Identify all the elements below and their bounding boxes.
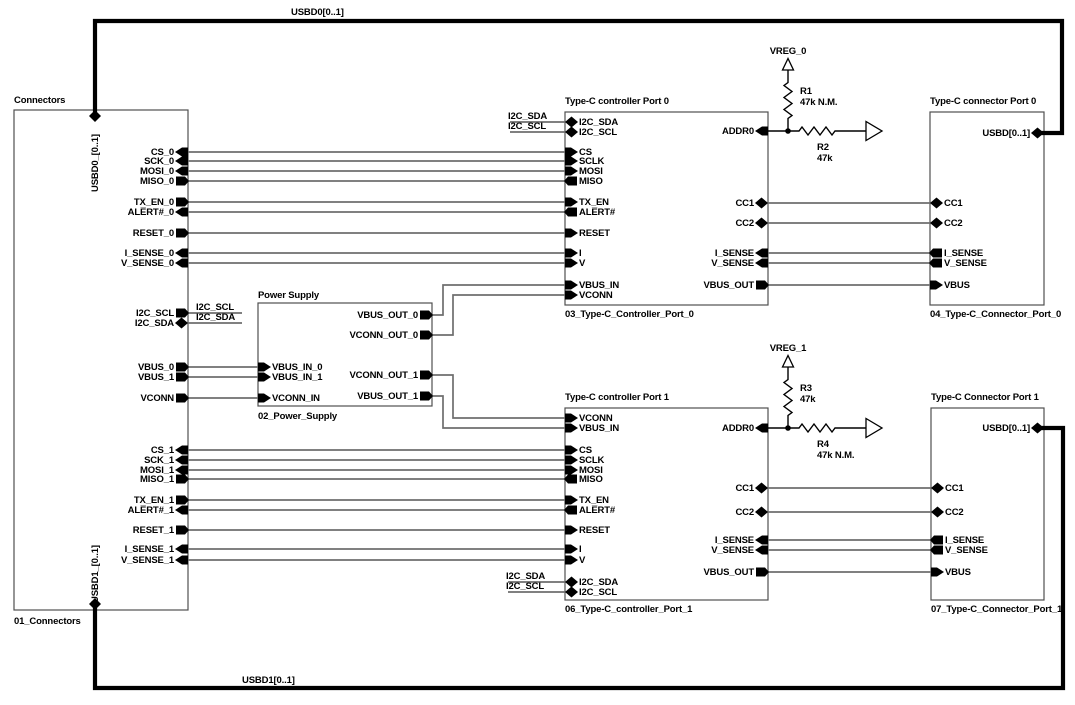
pin-connectors-vconn-label: VCONN xyxy=(140,392,174,404)
pin-connectors-cs-1-label: CS_1 xyxy=(150,444,174,456)
pin-connectors-tx-en-1-label: TX_EN_1 xyxy=(133,494,174,506)
pin-power-supply-vconn-out-0-label: VCONN_OUT_0 xyxy=(349,329,418,341)
net-label-i2c-scl: I2C_SCL xyxy=(508,121,547,132)
block-connector-1-title: Type-C Connector Port 1 xyxy=(931,392,1039,403)
resistor-r4-ref: R4 xyxy=(817,439,829,450)
pin-controller-0-v-sense-label: V_SENSE xyxy=(711,257,754,269)
net-label-i2c-sda: I2C_SDA xyxy=(508,111,548,122)
pin-controller-0-vbus-in-label: VBUS_IN xyxy=(579,279,620,291)
wire[interactable] xyxy=(432,396,565,428)
power-port-vreg-0-symbol[interactable] xyxy=(783,59,794,71)
block-connector-0-designator: 04_Type-C_Connector_Port_0 xyxy=(930,309,1062,320)
pin-power-supply-vconn-in-label: VCONN_IN xyxy=(272,392,320,404)
pin-controller-1-mosi-label: MOSI xyxy=(579,464,603,476)
pin-controller-0-vbus-out-label: VBUS_OUT xyxy=(703,279,754,291)
pin-controller-0-sclk-label: SCLK xyxy=(579,155,605,167)
pin-connectors-sck-1-label: SCK_1 xyxy=(144,454,174,466)
pin-power-supply-vconn-out-1-label: VCONN_OUT_1 xyxy=(349,369,418,381)
wire[interactable] xyxy=(432,285,565,315)
pin-controller-0-mosi-label: MOSI xyxy=(579,165,603,177)
pin-connectors-cs-0-label: CS_0 xyxy=(150,146,174,158)
pin-controller-0-i2c-sda-label: I2C_SDA xyxy=(579,116,619,128)
pin-connectors-sck-0-label: SCK_0 xyxy=(144,155,174,167)
pin-connectors-usbd1-0-1-label: USBD1_[0..1] xyxy=(89,545,101,603)
pin-connectors-v-sense-1-label: V_SENSE_1 xyxy=(120,554,174,566)
pin-connectors-i-sense-1-label: I_SENSE_1 xyxy=(124,543,174,555)
pin-controller-1-i-label: I xyxy=(579,543,582,555)
resistor-r4[interactable] xyxy=(768,424,866,432)
pin-controller-1-tx-en-label: TX_EN xyxy=(579,494,609,506)
bus-label-usbd0: USBD0[0..1] xyxy=(291,7,344,18)
pin-connector-0-usbd-0-1-label: USBD[0..1] xyxy=(982,127,1030,139)
pin-connector-0-cc1-label: CC1 xyxy=(944,197,963,209)
pin-connectors-ale-rt-0-label: ALE̅RT#_0 xyxy=(127,206,174,218)
pin-power-supply-vbus-out-1-label: VBUS_OUT_1 xyxy=(357,390,418,402)
pin-controller-0-cc1-label: CC1 xyxy=(735,197,754,209)
pin-power-supply-vbus-out-0-label: VBUS_OUT_0 xyxy=(357,309,418,321)
block-connectors-designator: 01_Connectors xyxy=(14,616,81,627)
pin-connectors-vbus-0-label: VBUS_0 xyxy=(137,361,174,373)
pin-connectors-miso-0-label: MISO_0 xyxy=(140,175,174,187)
pin-connectors-ale-rt-1-label: ALE̅RT#_1 xyxy=(127,504,174,516)
pin-connectors-mosi-1-label: MOSI_1 xyxy=(140,464,174,476)
net-label-i2c-sda: I2C_SDA xyxy=(196,312,236,323)
resistor-r2-ref: R2 xyxy=(817,142,829,153)
resistor-r3-ref: R3 xyxy=(800,383,812,394)
pin-controller-1-vbus-in-label: VBUS_IN xyxy=(579,422,620,434)
pin-connector-0-v-sense-label: V_SENSE xyxy=(944,257,987,269)
block-connector-0-outline[interactable] xyxy=(930,112,1044,305)
pin-connector-1-vbus-label: VBUS xyxy=(945,566,971,578)
pin-controller-1-vbus-out-label: VBUS_OUT xyxy=(703,566,754,578)
resistor-r3-value: 47k xyxy=(800,394,816,405)
pin-controller-0-i-sense-label: I_SENSE xyxy=(714,247,754,259)
pin-controller-1-cc1-label: CC1 xyxy=(735,482,754,494)
block-power-supply-designator: 02_Power_Supply xyxy=(258,411,338,422)
pin-connectors-i-sense-0-label: I_SENSE_0 xyxy=(124,247,174,259)
pin-connectors-i2c-sda-label: I2C_SDA xyxy=(134,317,174,329)
wire[interactable] xyxy=(432,375,565,418)
pin-controller-0-miso-label: MISO xyxy=(579,175,603,187)
resistor-r1-value: 47k N.M. xyxy=(800,97,838,108)
net-label-i2c-scl: I2C_SCL xyxy=(196,302,235,313)
pin-connectors-v-sense-0-label: V_SENSE_0 xyxy=(120,257,174,269)
resistor-r2[interactable] xyxy=(768,127,866,135)
pin-connector-1-i-sense-label: I_SENSE xyxy=(945,534,985,546)
junction xyxy=(785,128,791,134)
junction xyxy=(785,425,791,431)
pin-controller-0-v-label: V xyxy=(579,257,586,269)
pin-connector-0-i-sense-label: I_SENSE xyxy=(944,247,984,259)
pin-connectors-i2c-scl-label: I2C_SCL xyxy=(135,307,174,319)
block-connectors-title: Connectors xyxy=(14,95,66,106)
pin-connectors-usbd0-0-1-label: USBD0_[0..1] xyxy=(89,134,101,192)
net-label-i2c-sda: I2C_SDA xyxy=(506,571,546,582)
pin-controller-1-i-sense-label: I_SENSE xyxy=(714,534,754,546)
resistor-r1-ref: R1 xyxy=(800,86,812,97)
pin-controller-0-addr0-label: ADDR0 xyxy=(722,125,754,137)
pin-connectors-reset-0-label: RESET_0 xyxy=(132,227,174,239)
pin-connector-1-v-sense-label: V_SENSE xyxy=(945,544,988,556)
resistor-r1[interactable] xyxy=(784,70,792,131)
resistor-r4-value: 47k N.M. xyxy=(817,450,855,461)
pin-controller-0-vconn-label: VCONN xyxy=(579,289,613,301)
pin-connector-1-cc1-label: CC1 xyxy=(945,482,964,494)
net-label-i2c-scl: I2C_SCL xyxy=(506,581,545,592)
power-port-vreg-1-label: VREG_1 xyxy=(769,343,807,354)
pin-connectors-miso-1-label: MISO_1 xyxy=(140,473,174,485)
pin-connectors-vbus-1-label: VBUS_1 xyxy=(137,371,174,383)
block-controller-1-designator: 06_Type-C_controller_Port_1 xyxy=(565,604,693,615)
pin-controller-1-i2c-sda-label: I2C_SDA xyxy=(579,576,619,588)
pin-connector-1-cc2-label: CC2 xyxy=(945,506,964,518)
pin-connectors-mosi-0-label: MOSI_0 xyxy=(140,165,174,177)
pin-controller-1-addr0-label: ADDR0 xyxy=(722,422,754,434)
block-connector-1-designator: 07_Type-C_Connector_Port_1 xyxy=(931,604,1063,615)
block-controller-0-designator: 03_Type-C_Controller_Port_0 xyxy=(565,309,694,320)
pin-connector-1-usbd-0-1-label: USBD[0..1] xyxy=(982,422,1030,434)
pin-controller-0-cs-label: CS xyxy=(579,146,592,158)
offpage-arrow-1[interactable] xyxy=(866,419,882,438)
pin-connector-0-vbus-label: VBUS xyxy=(944,279,970,291)
pin-controller-1-v-label: V xyxy=(579,554,586,566)
pin-controller-0-i-label: I xyxy=(579,247,582,259)
pin-controller-1-i2c-scl-label: I2C_SCL xyxy=(579,586,618,598)
power-port-vreg-1-symbol[interactable] xyxy=(783,356,794,368)
pin-controller-1-reset-label: RESET xyxy=(579,524,610,536)
pin-controller-1-miso-label: MISO xyxy=(579,473,603,485)
pin-controller-1-ale-rt-label: ALE̅RT# xyxy=(579,504,616,516)
offpage-arrow-0[interactable] xyxy=(866,122,882,141)
pin-controller-1-cc2-label: CC2 xyxy=(735,506,754,518)
pin-power-supply-vbus-in-1-label: VBUS_IN_1 xyxy=(272,371,323,383)
wire[interactable] xyxy=(432,295,565,335)
pin-power-supply-vbus-in-0-label: VBUS_IN_0 xyxy=(272,361,323,373)
pin-controller-0-reset-label: RESET xyxy=(579,227,610,239)
pin-controller-0-cc2-label: CC2 xyxy=(735,217,754,229)
block-power-supply-title: Power Supply xyxy=(258,290,320,301)
resistor-r2-value: 47k xyxy=(817,153,833,164)
pin-connectors-reset-1-label: RESET_1 xyxy=(132,524,174,536)
pin-controller-1-v-sense-label: V_SENSE xyxy=(711,544,754,556)
resistor-r3[interactable] xyxy=(784,367,792,428)
pin-controller-0-tx-en-label: TX_EN xyxy=(579,196,609,208)
bus-label-usbd1: USBD1[0..1] xyxy=(242,675,295,686)
pin-controller-1-cs-label: CS xyxy=(579,444,592,456)
pin-controller-0-i2c-scl-label: I2C_SCL xyxy=(579,126,618,138)
pin-controller-0-ale-rt-label: ALE̅RT# xyxy=(579,206,616,218)
pin-connector-0-cc2-label: CC2 xyxy=(944,217,963,229)
pin-controller-1-vconn-label: VCONN xyxy=(579,412,613,424)
power-port-vreg-0-label: VREG_0 xyxy=(769,46,807,57)
block-controller-0-title: Type-C controller Port 0 xyxy=(565,96,669,107)
pin-controller-1-sclk-label: SCLK xyxy=(579,454,605,466)
block-controller-1-title: Type-C controller Port 1 xyxy=(565,392,669,403)
block-connector-0-title: Type-C connector Port 0 xyxy=(930,96,1037,107)
pin-connectors-tx-en-0-label: TX_EN_0 xyxy=(133,196,174,208)
